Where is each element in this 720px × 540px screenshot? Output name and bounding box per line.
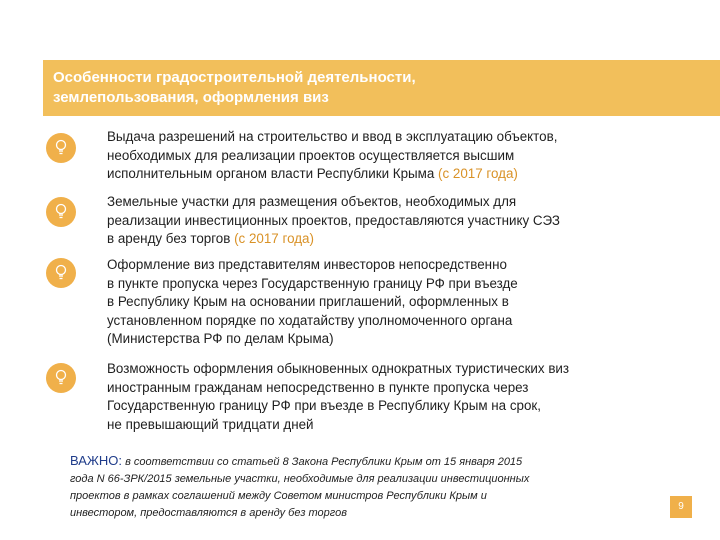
item-4-line: Возможность оформления обыкновенных однократных туристических виз — [107, 361, 570, 376]
page-title — [53, 68, 693, 108]
item-1-text — [107, 128, 672, 184]
important-note — [70, 452, 645, 522]
note-line: в соответствии со статьей 8 Закона Республики Крым от 15 января 2015 — [122, 456, 523, 468]
date-accent: (с 2017 года) — [438, 166, 518, 181]
item-3-line: Оформление виз представителям инвесторов непосредственно — [107, 257, 507, 272]
note-line: года N 66-ЗРК/2015 земельные участки, необходимые для реализации инвестиционных — [70, 473, 530, 485]
title-line-1: Особенности градостроительной деятельности, — [53, 69, 416, 86]
lightbulb-icon — [46, 258, 76, 288]
item-4-line: иностранным гражданам непосредственно в пункте пропуска через — [107, 379, 529, 395]
date-accent: (с 2017 года) — [234, 231, 314, 246]
note-label: ВАЖНО: — [70, 453, 123, 468]
item-4-line: Государственную границу РФ при въезде в Республику Крым на срок, — [107, 398, 542, 413]
item-3-line: в пункте пропуска через Государственную границу РФ при въезде — [107, 275, 518, 291]
lightbulb-icon — [46, 133, 76, 163]
note-line: проектов в рамках соглашений между Советом министров Республики Крым и — [70, 490, 487, 502]
lightbulb-icon — [46, 197, 76, 227]
note-line: инвестором, предоставляются в аренду без торгов — [70, 507, 347, 519]
lightbulb-icon — [46, 363, 76, 393]
item-3-line: (Министерства РФ по делам Крыма) — [107, 331, 334, 346]
item-4-line: не превышающий тридцати дней — [107, 416, 314, 432]
page-number: 9 — [670, 496, 692, 518]
item-1-line: необходимых для реализации проектов осуществляется высшим — [107, 147, 515, 163]
item-3-text — [107, 256, 672, 349]
item-2-line: Земельные участки для размещения объектов, необходимых для — [107, 194, 517, 209]
item-3-line: установленном порядке по ходатайству уполномоченного органа — [107, 312, 513, 328]
item-4-text — [107, 360, 672, 434]
item-2-line: в аренду без торгов (с 2017 года) — [107, 231, 314, 246]
item-1-line: Выдача разрешений на строительство и ввод в эксплуатацию объектов, — [107, 129, 558, 144]
item-3-line: в Республику Крым на основании приглашений, оформленных в — [107, 294, 509, 309]
item-1-line: исполнительным органом власти Республики Крыма (с 2017 года) — [107, 166, 518, 181]
title-line-2: землепользования, оформления виз — [53, 89, 329, 106]
item-2-text — [107, 193, 672, 249]
item-2-line: реализации инвестиционных проектов, предоставляются участнику СЭЗ — [107, 212, 561, 228]
